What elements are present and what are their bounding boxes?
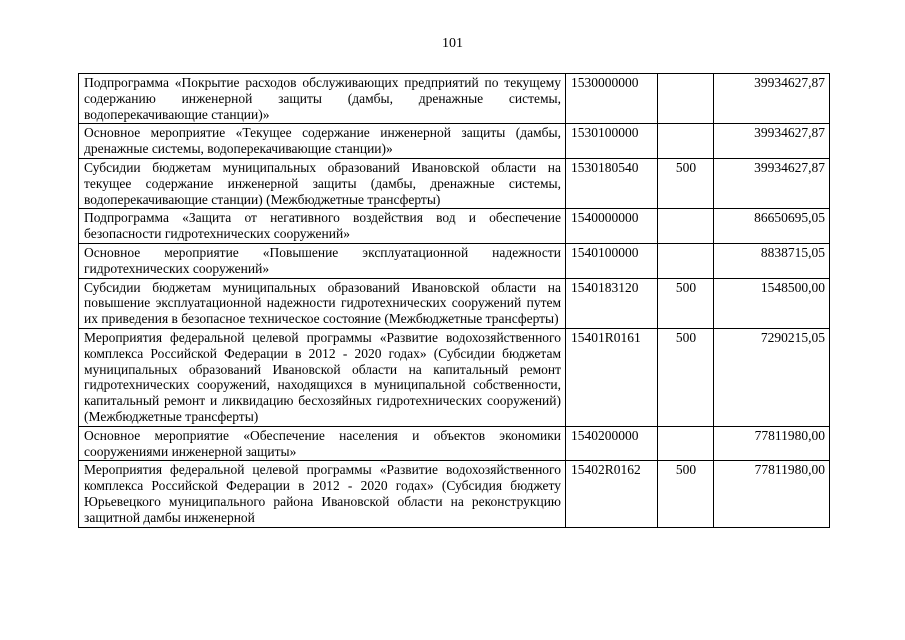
row-name: Мероприятия федеральной целевой программы «Развитие водохозяйственного комплекса Российской Федерации в 2012 - 2020 годах» (Субсидии бюджетам муниципальных образований Ивановской области на капитальный ремонт гидротехнических сооружений, находящихся в муниципальной собственности, капитальный ремонт и ликвидацию бесхозяйных гидротехнических сооружений) (Межбюджетные трансферты) [79, 328, 566, 426]
table-row [79, 426, 830, 461]
row-sum: 77811980,00 [714, 426, 830, 461]
row-sum: 86650695,05 [714, 209, 830, 244]
table-row [79, 158, 830, 208]
row-sum: 1548500,00 [714, 278, 830, 328]
table-row [79, 74, 830, 124]
row-code: 1540200000 [566, 426, 658, 461]
row-code: 1540000000 [566, 209, 658, 244]
table-row [79, 243, 830, 278]
row-code: 1530180540 [566, 158, 658, 208]
row-sum: 8838715,05 [714, 243, 830, 278]
row-code: 1540183120 [566, 278, 658, 328]
table-row [79, 209, 830, 244]
row-name: Подпрограмма «Защита от негативного воздействия вод и обеспечение безопасности гидротехнических сооружений» [79, 209, 566, 244]
row-expense-type [658, 124, 714, 159]
row-code: 15402R0162 [566, 461, 658, 527]
row-sum: 39934627,87 [714, 158, 830, 208]
page-number: 101 [442, 36, 463, 51]
row-expense-type [658, 426, 714, 461]
table-row [79, 328, 830, 426]
row-name: Основное мероприятие «Текущее содержание инженерной защиты (дамбы, дренажные системы, водоперекачивающие станции)» [79, 124, 566, 159]
row-sum: 39934627,87 [714, 124, 830, 159]
row-name: Субсидии бюджетам муниципальных образований Ивановской области на текущее содержание инженерной защиты (дамбы, дренажные системы, водоперекачивающие станции) (Межбюджетные трансферты) [79, 158, 566, 208]
row-expense-type: 500 [658, 461, 714, 527]
row-name: Подпрограмма «Покрытие расходов обслуживающих предприятий по текущему содержанию инженерной защиты (дамбы, дренажные системы, водоперекачивающие станции)» [79, 74, 566, 124]
row-expense-type: 500 [658, 278, 714, 328]
row-sum: 77811980,00 [714, 461, 830, 527]
table-row [79, 278, 830, 328]
table-row [79, 124, 830, 159]
row-expense-type [658, 209, 714, 244]
row-expense-type [658, 74, 714, 124]
row-code: 15401R0161 [566, 328, 658, 426]
row-name: Основное мероприятие «Повышение эксплуатационной надежности гидротехнических сооружений» [79, 243, 566, 278]
row-expense-type: 500 [658, 328, 714, 426]
row-sum: 39934627,87 [714, 74, 830, 124]
table-row [79, 461, 830, 527]
row-name: Субсидии бюджетам муниципальных образований Ивановской области на повышение эксплуатационной надежности гидротехнических сооружений путем их приведения в безопасное техническое состояние (Межбюджетные трансферты) [79, 278, 566, 328]
budget-table [78, 73, 830, 528]
row-name: Мероприятия федеральной целевой программы «Развитие водохозяйственного комплекса Российской Федерации в 2012 - 2020 годах» (Субсидия бюджету Юрьевецкого муниципального района Ивановской области на реконструкцию защитной дамбы инженерной [79, 461, 566, 527]
row-expense-type [658, 243, 714, 278]
row-sum: 7290215,05 [714, 328, 830, 426]
row-name: Основное мероприятие «Обеспечение населения и объектов экономики сооружениями инженерной защиты» [79, 426, 566, 461]
row-expense-type: 500 [658, 158, 714, 208]
row-code: 1540100000 [566, 243, 658, 278]
row-code: 1530000000 [566, 74, 658, 124]
row-code: 1530100000 [566, 124, 658, 159]
